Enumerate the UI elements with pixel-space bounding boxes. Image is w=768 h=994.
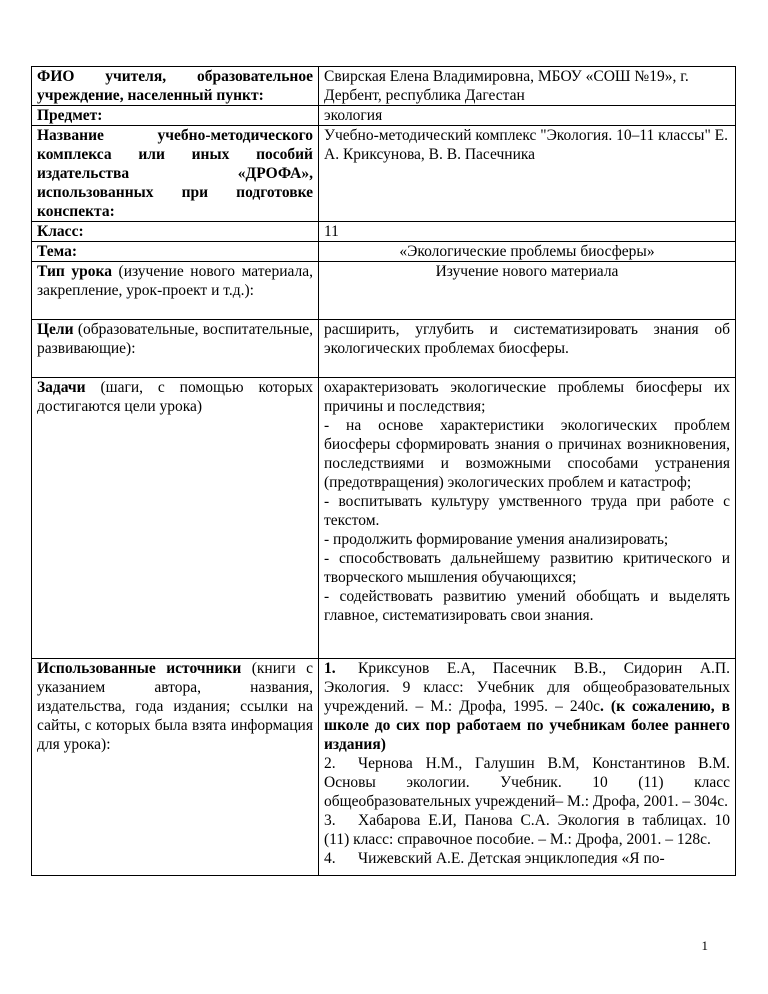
table-row-sources (32, 659, 736, 876)
grade-label: Класс: (32, 222, 319, 242)
sources-value (319, 659, 736, 876)
topic-value: «Экологические проблемы биосферы» (319, 242, 736, 262)
lesson-type-label-bold: Тип урока (37, 263, 112, 280)
goals-value: расширить, углубить и систематизировать знания об экологических проблемах биосферы. (319, 320, 736, 378)
source-number: 2. (324, 755, 336, 772)
page-number: 1 (701, 938, 708, 953)
lesson-info-table (31, 66, 736, 876)
table-row-lesson-type (32, 262, 736, 320)
source-item (324, 811, 730, 849)
task-item: - воспитывать культуру умственного труда при работе с текстом. (324, 493, 730, 529)
tasks-label-bold: Задачи (37, 379, 86, 396)
topic-label: Тема: (32, 242, 319, 262)
tasks-label (32, 378, 319, 659)
source-text: Хабарова Е.И, Панова С.А. Экология в таблицах. 10 (11) класс: справочное пособие. – М.: Дрофа, 2001. – 128с. (324, 812, 730, 848)
source-number: 4. (324, 850, 336, 867)
source-text: Чижевский А.Е. Детская энциклопедия «Я по- (358, 850, 665, 867)
goals-label-bold: Цели (37, 321, 74, 338)
table-row-fio (32, 67, 736, 106)
fio-label: ФИО учителя, образовательное учреждение, населенный пункт: (32, 67, 319, 106)
table-row-topic (32, 242, 736, 262)
lesson-type-label (32, 262, 319, 320)
table-row-subject (32, 106, 736, 126)
subject-value: экология (319, 106, 736, 126)
task-item: - на основе характеристики экологических проблем биосферы сформировать знания о причинах возникновения, последствиями и возможными способами устранения (предотвращения) экологических проблем и катастроф; (324, 417, 730, 491)
lesson-type-label-rest: (изучение нового материала, закрепление, урок-проект и т.д.): (37, 263, 313, 299)
source-number: 1. (324, 660, 336, 677)
subject-label: Предмет: (32, 106, 319, 126)
sources-label-bold: Использованные источники (37, 660, 242, 677)
source-item (324, 659, 730, 754)
source-number: 3. (324, 812, 336, 829)
fio-value: Свирская Елена Владимировна, МБОУ «СОШ №19», г. Дербент, республика Дагестан (319, 67, 736, 106)
task-item: охарактеризовать экологические проблемы биосферы их причины и последствия; (324, 379, 730, 415)
source-item (324, 849, 730, 868)
sources-label-rest: (книги с указанием автора, названия, издательства, года издания; ссылки на сайты, с которых была взята информация для урока): (37, 660, 313, 753)
umk-label: Название учебно-методического комплекса или иных пособий издательства «ДРОФА», использованных при подготовке конспекта: (32, 126, 319, 222)
task-item: - продолжить формирование умения анализировать; (324, 531, 669, 548)
lesson-type-value: Изучение нового материала (319, 262, 736, 320)
table-row-grade (32, 222, 736, 242)
grade-value: 11 (319, 222, 736, 242)
task-item: - содействовать развитию умений обобщать и выделять главное, систематизировать свои знания. (324, 588, 730, 624)
tasks-value (319, 378, 736, 659)
goals-label (32, 320, 319, 378)
source-item (324, 754, 730, 811)
source-text: Чернова Н.М., Галушин В.М, Константинов В.М. Основы экологии. Учебник. 10 (11) класс общеобразовательных учреждений– М.: Дрофа, 2001. – 304с. (324, 755, 730, 810)
table-row-tasks (32, 378, 736, 659)
source-note: . (к сожалению, в школе до сих пор работаем по учебникам более раннего издания) (324, 698, 730, 753)
task-item: - способствовать дальнейшему развитию критического и творческого мышления обучающихся; (324, 550, 730, 586)
goals-label-rest: (образовательные, воспитательные, развивающие): (37, 321, 313, 357)
source-text: Криксунов Е.А, Пасечник В.В., Сидорин А.П. Экология. 9 класс: Учебник для общеобразовательных учреждений. – М.: Дрофа, 1995. – 240с (324, 660, 730, 715)
tasks-label-rest: (шаги, с помощью которых достигаются цели урока) (37, 379, 313, 415)
umk-value: Учебно-методический комплекс "Экология. 10–11 классы" Е. А. Криксунова, В. В. Пасечника (319, 126, 736, 222)
table-row-goals (32, 320, 736, 378)
table-row-umk (32, 126, 736, 222)
sources-label (32, 659, 319, 876)
